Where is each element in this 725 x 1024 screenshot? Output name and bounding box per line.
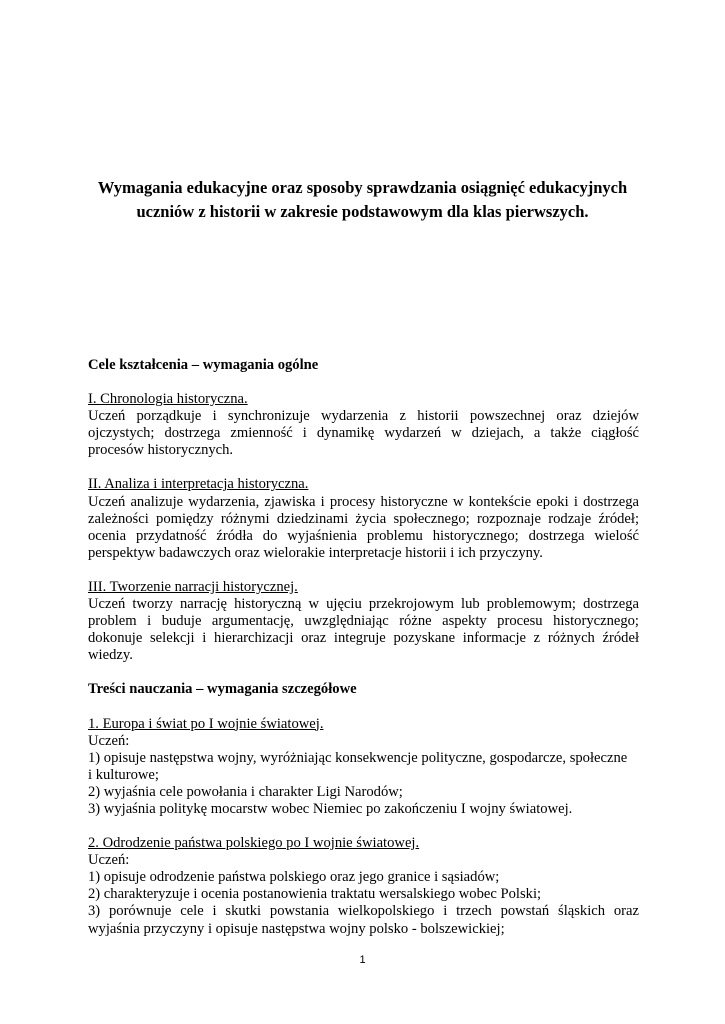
paragraph-line: Uczeń porządkuje i synchronizuje wydarzenia z historii powszechnej oraz dziejów (88, 408, 639, 425)
paragraph-line: procesów historycznych. (88, 442, 234, 459)
paragraph-line: zależności pomiędzy różnymi dziedzinami życia społecznego; rozpoznaje rodzaje źródeł; (88, 510, 639, 527)
uczen-label: Uczeń: (88, 852, 130, 869)
paragraph-line: wiedzy. (88, 647, 133, 664)
page-number: 1 (359, 954, 366, 966)
section-analiza-title: II. Analiza i interpretacja historyczna. (88, 476, 309, 493)
document-title (60, 176, 665, 224)
list-item: 3) wyjaśnia politykę mocarstw wobec Niemiec po zakończeniu I wojny światowej. (88, 800, 573, 817)
list-item: 2) charakteryzuje i ocenia postanowienia traktatu wersalskiego wobec Polski; (88, 886, 542, 903)
paragraph-line: problem i buduje argumentację, uwzględniając różne aspekty procesu historycznego; (88, 613, 639, 630)
paragraph-line: Uczeń analizuje wydarzenia, zjawiska i procesy historyczne w kontekście epoki i dostrzega (88, 493, 639, 510)
list-item: 2) wyjaśnia cele powołania i charakter Ligi Narodów; (88, 783, 403, 800)
list-item: 1) opisuje odrodzenie państwa polskiego oraz jego granice i sąsiadów; (88, 869, 500, 886)
topic-europa-title: 1. Europa i świat po I wojnie światowej. (88, 715, 324, 732)
paragraph-line: dokonuje selekcji i hierarchizacji oraz integruje pozyskane informacje z różnych źródeł (88, 630, 639, 647)
section-chronologia-title: I. Chronologia historyczna. (88, 391, 248, 408)
uczen-label: Uczeń: (88, 732, 130, 749)
tresci-heading: Treści nauczania – wymagania szczegółowe (88, 681, 357, 698)
list-item: 3) porównuje cele i skutki powstania wielkopolskiego i trzech powstań śląskich oraz (88, 903, 639, 920)
topic-odrodzenie-title: 2. Odrodzenie państwa polskiego po I wojnie światowej. (88, 835, 420, 852)
title-line-1: Wymagania edukacyjne oraz sposoby sprawdzania osiągnięć edukacyjnych (97, 178, 628, 197)
list-item-continuation: wyjaśnia przyczyny i opisuje następstwa wojny polsko - bolszewickiej; (88, 920, 505, 937)
paragraph-line: ocenia przydatność źródła do wyjaśnienia problemu historycznego; dostrzega wielość (88, 527, 639, 544)
list-item: 1) opisuje następstwa wojny, wyróżniając konsekwencje polityczne, gospodarcze, społeczne (88, 749, 628, 766)
list-item-continuation: i kulturowe; (88, 766, 159, 783)
cele-heading: Cele kształcenia – wymagania ogólne (88, 357, 319, 373)
title-line-2: uczniów z historii w zakresie podstawowym dla klas pierwszych. (136, 202, 589, 221)
document-body (88, 357, 639, 938)
paragraph-line: perspektyw badawczych oraz wielorakie interpretacje historii i ich przyczyny. (88, 544, 543, 561)
paragraph-line: Uczeń tworzy narrację historyczną w ujęciu przekrojowym lub problemowym; dostrzega (88, 596, 639, 613)
section-narracja-title: III. Tworzenie narracji historycznej. (88, 578, 298, 595)
paragraph-line: ojczystych; dostrzega zmienność i dynamikę wydarzeń w dziejach, a także ciągłość (88, 425, 639, 442)
